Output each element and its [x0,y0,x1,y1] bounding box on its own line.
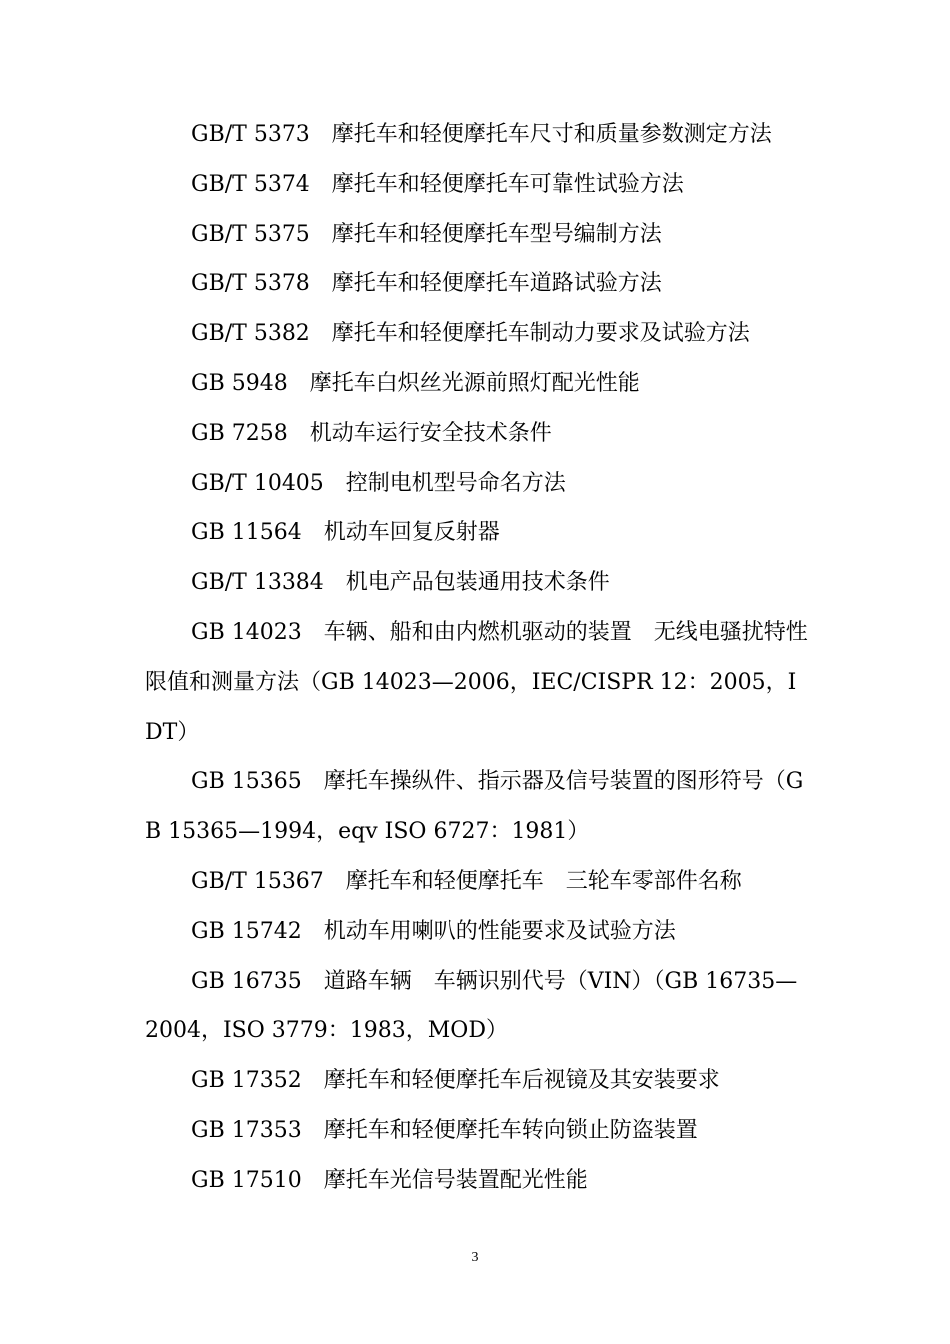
standard-entry: GB/T 5378 摩托车和轻便摩托车道路试验方法 [191,271,662,297]
standard-entry: GB/T 5382 摩托车和轻便摩托车制动力要求及试验方法 [191,321,750,347]
standard-entry: GB 16735 道路车辆 车辆识别代号（VIN）（GB 16735—2004，ISO 3779：1983，MOD） [145,968,798,1044]
standard-entry: GB 17510 摩托车光信号装置配光性能 [191,1167,588,1193]
standard-entry: GB 17353 摩托车和轻便摩托车转向锁止防盗装置 [191,1117,698,1143]
standard-entry: GB 5948 摩托车白炽丝光源前照灯配光性能 [191,370,640,396]
standard-entry: GB 14023 车辆、船和由内燃机驱动的装置 无线电骚扰特性 限值和测量方法（GB 14023—2006，IEC/CISPR 12：2005，IDT） [145,619,830,745]
standard-entry: GB/T 5375 摩托车和轻便摩托车型号编制方法 [191,221,662,247]
standard-entry: GB 15365 摩托车操纵件、指示器及信号装置的图形符号（GB 15365—1994，eqv ISO 6727：1981） [145,769,804,845]
standard-entry: GB 15742 机动车用喇叭的性能要求及试验方法 [191,918,676,944]
standard-entry: GB 11564 机动车回复反射器 [191,520,500,546]
standard-entry: GB/T 15367 摩托车和轻便摩托车 三轮车零部件名称 [191,868,742,894]
standard-entry: GB 7258 机动车运行安全技术条件 [191,420,552,446]
standard-entry: GB/T 5374 摩托车和轻便摩托车可靠性试验方法 [191,171,684,197]
standards-list [145,110,830,1206]
standard-entry: GB/T 13384 机电产品包装通用技术条件 [191,570,610,596]
standard-entry: GB/T 10405 控制电机型号命名方法 [191,470,566,496]
standard-entry: GB 17352 摩托车和轻便摩托车后视镜及其安装要求 [191,1068,720,1094]
page-number: 3 [471,1250,479,1265]
standard-entry: GB/T 5373 摩托车和轻便摩托车尺寸和质量参数测定方法 [191,122,772,147]
